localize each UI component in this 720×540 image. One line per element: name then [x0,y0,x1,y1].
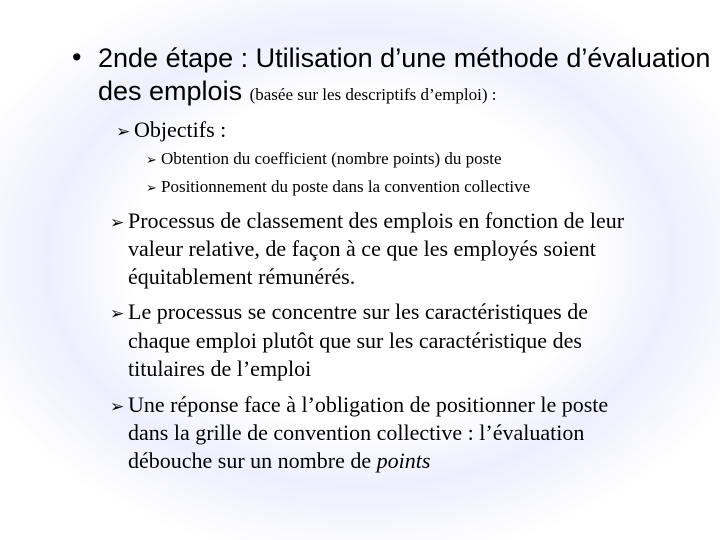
point-processus [110,208,624,236]
arrow-bullet-icon: ➢ [110,304,125,324]
arrow-bullet-icon: ➢ [110,213,125,233]
arrow-bullet-icon: ➢ [146,181,157,196]
point-text: débouche sur un nombre de [128,448,372,473]
point-continuation: dans la grille de convention collective : l’évaluation [128,420,585,445]
arrow-bullet-icon: ➢ [146,153,157,168]
sub-item-text: Positionnement du poste dans la convention collective [161,177,531,196]
heading-note: (basée sur les descriptifs d’emploi) : [249,85,497,104]
point-line: Processus de classement des emplois en fonction de leur [128,208,625,233]
heading-line-1: 2nde étape : Utilisation d’une méthode d’évaluation [98,43,711,73]
point-continuation: équitablement rémunérés. [128,264,356,289]
arrow-bullet-icon: ➢ [110,397,125,417]
sub-item-text: Obtention du coefficient (nombre points) du poste [161,149,502,168]
point-continuation: titulaires de l’emploi [128,356,312,381]
point-line: Une réponse face à l’obligation de positionner le poste [128,392,609,417]
point-concentre [110,299,588,327]
point-continuation: chaque emploi plutôt que sur les caractéristique des [128,328,582,353]
point-continuation: valeur relative, de façon à ce que les employés soient [128,236,596,261]
objectifs-label: Objectifs : [134,117,227,142]
point-continuation [128,448,430,474]
objectifs-item [116,117,226,145]
point-line: Le processus se concentre sur les caractéristiques de [128,299,588,324]
point-reponse [110,392,608,420]
heading-line-2 [98,76,497,110]
arrow-bullet-icon: ➢ [116,122,131,142]
sub-item-coefficient [146,148,502,172]
points-emphasis: points [376,448,431,473]
heading-main: des emplois [98,76,243,106]
bullet-symbol: • [72,42,82,72]
sub-item-positionnement [146,176,530,200]
